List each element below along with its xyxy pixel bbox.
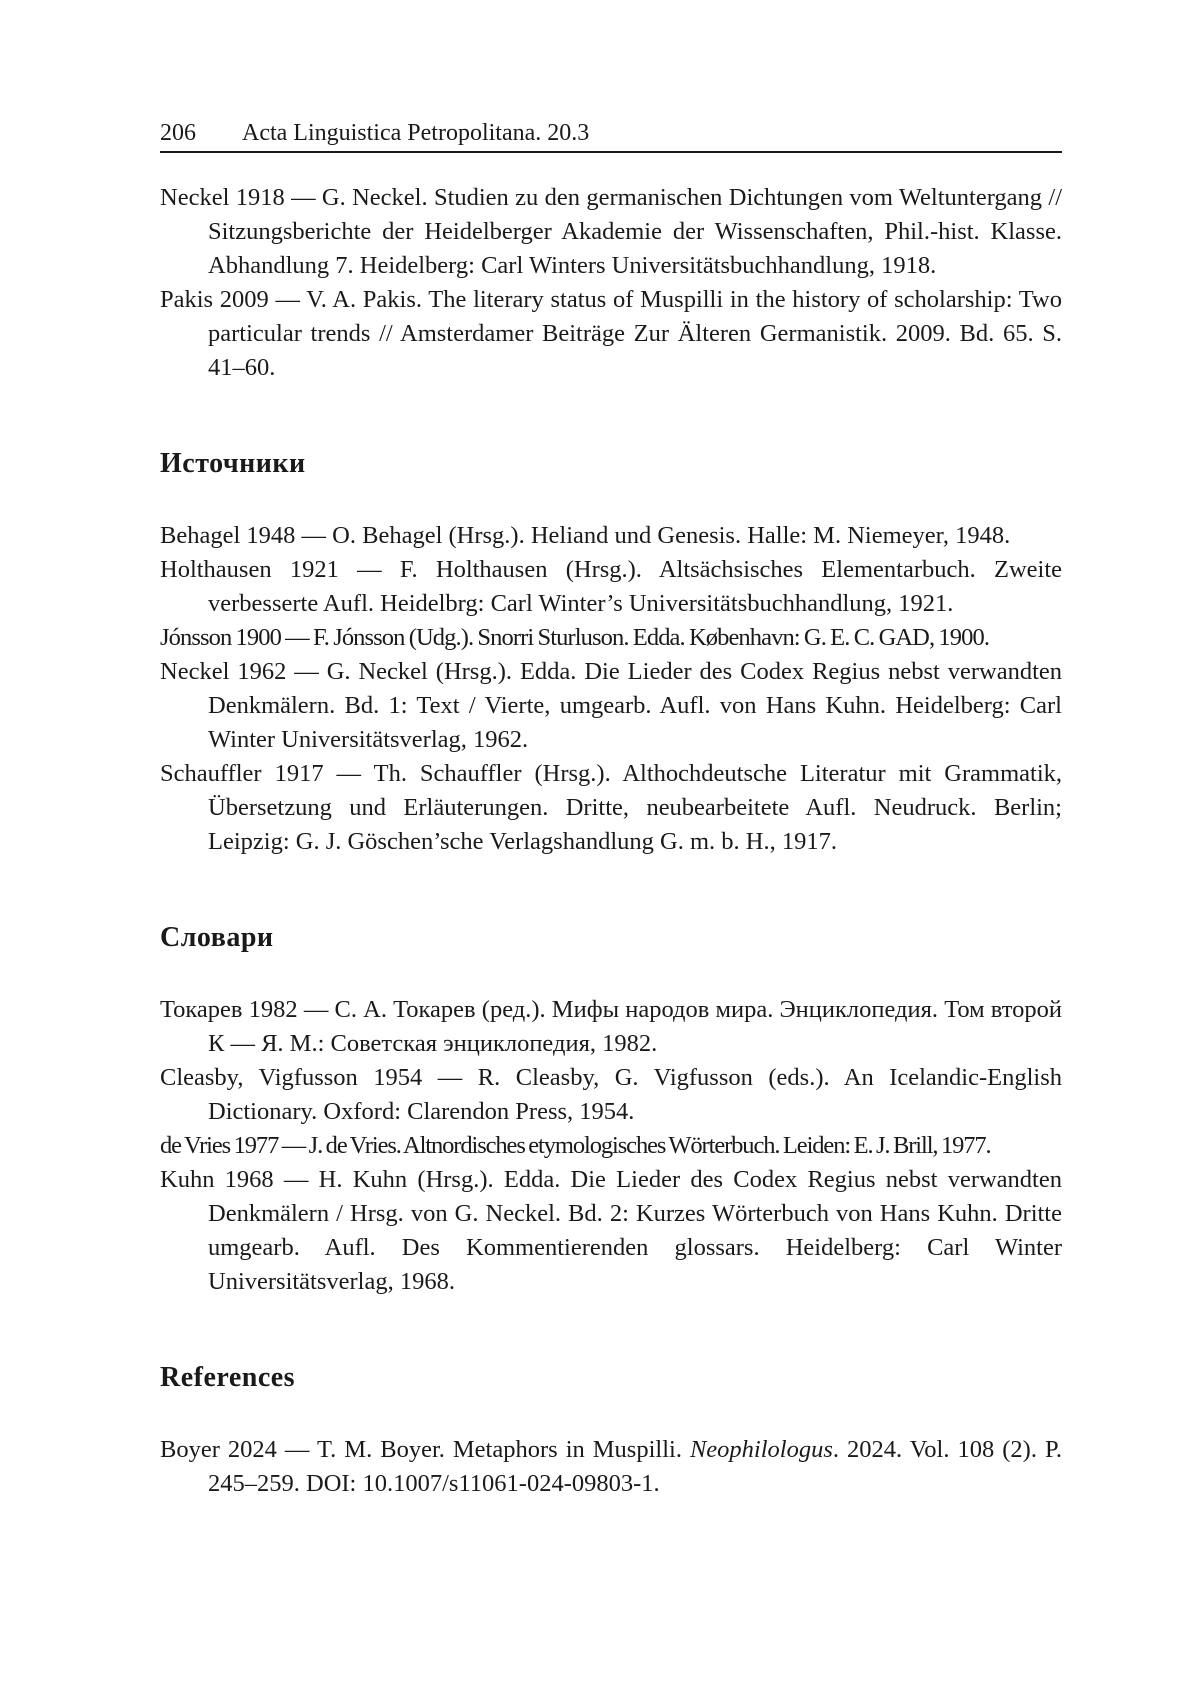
entry-key: de Vries 1977 xyxy=(160,1132,278,1159)
entry-key: Cleasby, Vigfusson 1954 xyxy=(160,1064,422,1091)
bib-entry xyxy=(160,1061,1062,1129)
entry-text: — V. A. Pakis. The literary status of Muspilli in the history of scholarship: Two particular trends // Amsterdamer Beiträge Zur Älteren Germanistik. 2009. Bd. 65. S. 41–60. xyxy=(208,286,1062,381)
bib-entry xyxy=(160,283,1062,385)
entry-text: — R. Cleasby, G. Vigfusson (eds.). An Icelandic-English Dictionary. Oxford: Clarendon Press, 1954. xyxy=(208,1064,1062,1125)
bib-entry xyxy=(160,1129,1062,1163)
entry-text: — T. M. Boyer. Metaphors in Muspilli. xyxy=(277,1436,690,1463)
bib-entry xyxy=(160,519,1062,553)
section-heading-sources: Источники xyxy=(160,447,1062,481)
entry-key: Jónsson 1900 xyxy=(160,624,281,651)
journal-title: Acta Linguistica Petropolitana. 20.3 xyxy=(242,118,589,148)
entry-text: — J. de Vries. Altnordisches etymologisches Wörterbuch. Leiden: E. J. Brill, 1977. xyxy=(278,1132,990,1159)
entry-key: Holthausen 1921 xyxy=(160,556,339,583)
entry-key: Neckel 1962 xyxy=(160,658,286,685)
bib-entry xyxy=(160,993,1062,1061)
dictionaries-list xyxy=(160,993,1062,1299)
references-list xyxy=(160,1433,1062,1501)
page xyxy=(160,118,1062,1501)
journal-name: Neophilologus xyxy=(690,1436,833,1463)
section-heading-dictionaries: Словари xyxy=(160,921,1062,955)
page-number: 206 xyxy=(160,118,242,148)
bib-entry xyxy=(160,1163,1062,1299)
entry-key: Schauffler 1917 xyxy=(160,760,324,787)
entry-text: — Th. Schauffler (Hrsg.). Althochdeutsche Literatur mit Grammatik, Übersetzung und Erläuterungen. Dritte, neubearbeitete Aufl. Neudruck. Berlin; Leipzig: G. J. Göschen’sche Verlagshandlung G. m. b. H., 1917. xyxy=(208,760,1062,855)
entry-text: — F. Holthausen (Hrsg.). Altsächsisches Elementarbuch. Zweite verbesserte Aufl. Heidelbrg: Carl Winter’s Universitätsbuchhandlung, 1921. xyxy=(208,556,1062,617)
entry-text: — G. Neckel (Hrsg.). Edda. Die Lieder des Codex Regius nebst verwandten Denkmälern. Bd. 1: Text / Vierte, umgearb. Aufl. von Hans Kuhn. Heidelberg: Carl Winter Universitätsverlag, 1962. xyxy=(208,658,1062,753)
entry-key: Boyer 2024 xyxy=(160,1436,277,1463)
bib-entry xyxy=(160,757,1062,859)
entry-text-tail: . 2024. Vol. 108 (2). P. 245–259. DOI: 10.1007/s11061-024-09803-1. xyxy=(208,1436,1062,1497)
entry-key: Behagel 1948 xyxy=(160,522,295,549)
entry-key: Kuhn 1968 xyxy=(160,1166,274,1193)
bib-entry xyxy=(160,1433,1062,1501)
entry-text: — F. Jónsson (Udg.). Snorri Sturluson. Edda. København: G. E. C. GAD, 1900. xyxy=(281,624,989,651)
entry-text: — H. Kuhn (Hrsg.). Edda. Die Lieder des Codex Regius nebst verwandten Denkmälern / Hrsg. von G. Neckel. Bd. 2: Kurzes Wörterbuch von Hans Kuhn. Dritte umgearb. Aufl. Des Kommentierenden glossars. Heidelberg: Carl Winter Universitätsverlag, 1968. xyxy=(208,1166,1062,1295)
entry-key: Neckel 1918 xyxy=(160,184,285,211)
entry-text: — С. А. Токарев (ред.). Мифы народов мира. Энциклопедия. Том второй К — Я. М.: Советская энциклопедия, 1982. xyxy=(208,996,1062,1057)
bib-entry xyxy=(160,553,1062,621)
literature-list-continued xyxy=(160,181,1062,385)
entry-text: — G. Neckel. Studien zu den germanischen Dichtungen vom Weltuntergang // Sitzungsberichte der Heidelberger Akademie der Wissenschaften, Phil.-hist. Klasse. Abhandlung 7. Heidelberg: Carl Winters Universitätsbuchhandlung, 1918. xyxy=(208,184,1062,279)
bib-entry xyxy=(160,655,1062,757)
bib-entry xyxy=(160,181,1062,283)
running-header xyxy=(160,118,1062,153)
entry-text: — O. Behagel (Hrsg.). Heliand und Genesis. Halle: M. Niemeyer, 1948. xyxy=(295,522,1010,549)
entry-key: Pakis 2009 xyxy=(160,286,269,313)
bib-entry xyxy=(160,621,1062,655)
section-heading-references: References xyxy=(160,1361,1062,1395)
entry-key: Токарев 1982 xyxy=(160,996,298,1023)
sources-list xyxy=(160,519,1062,859)
